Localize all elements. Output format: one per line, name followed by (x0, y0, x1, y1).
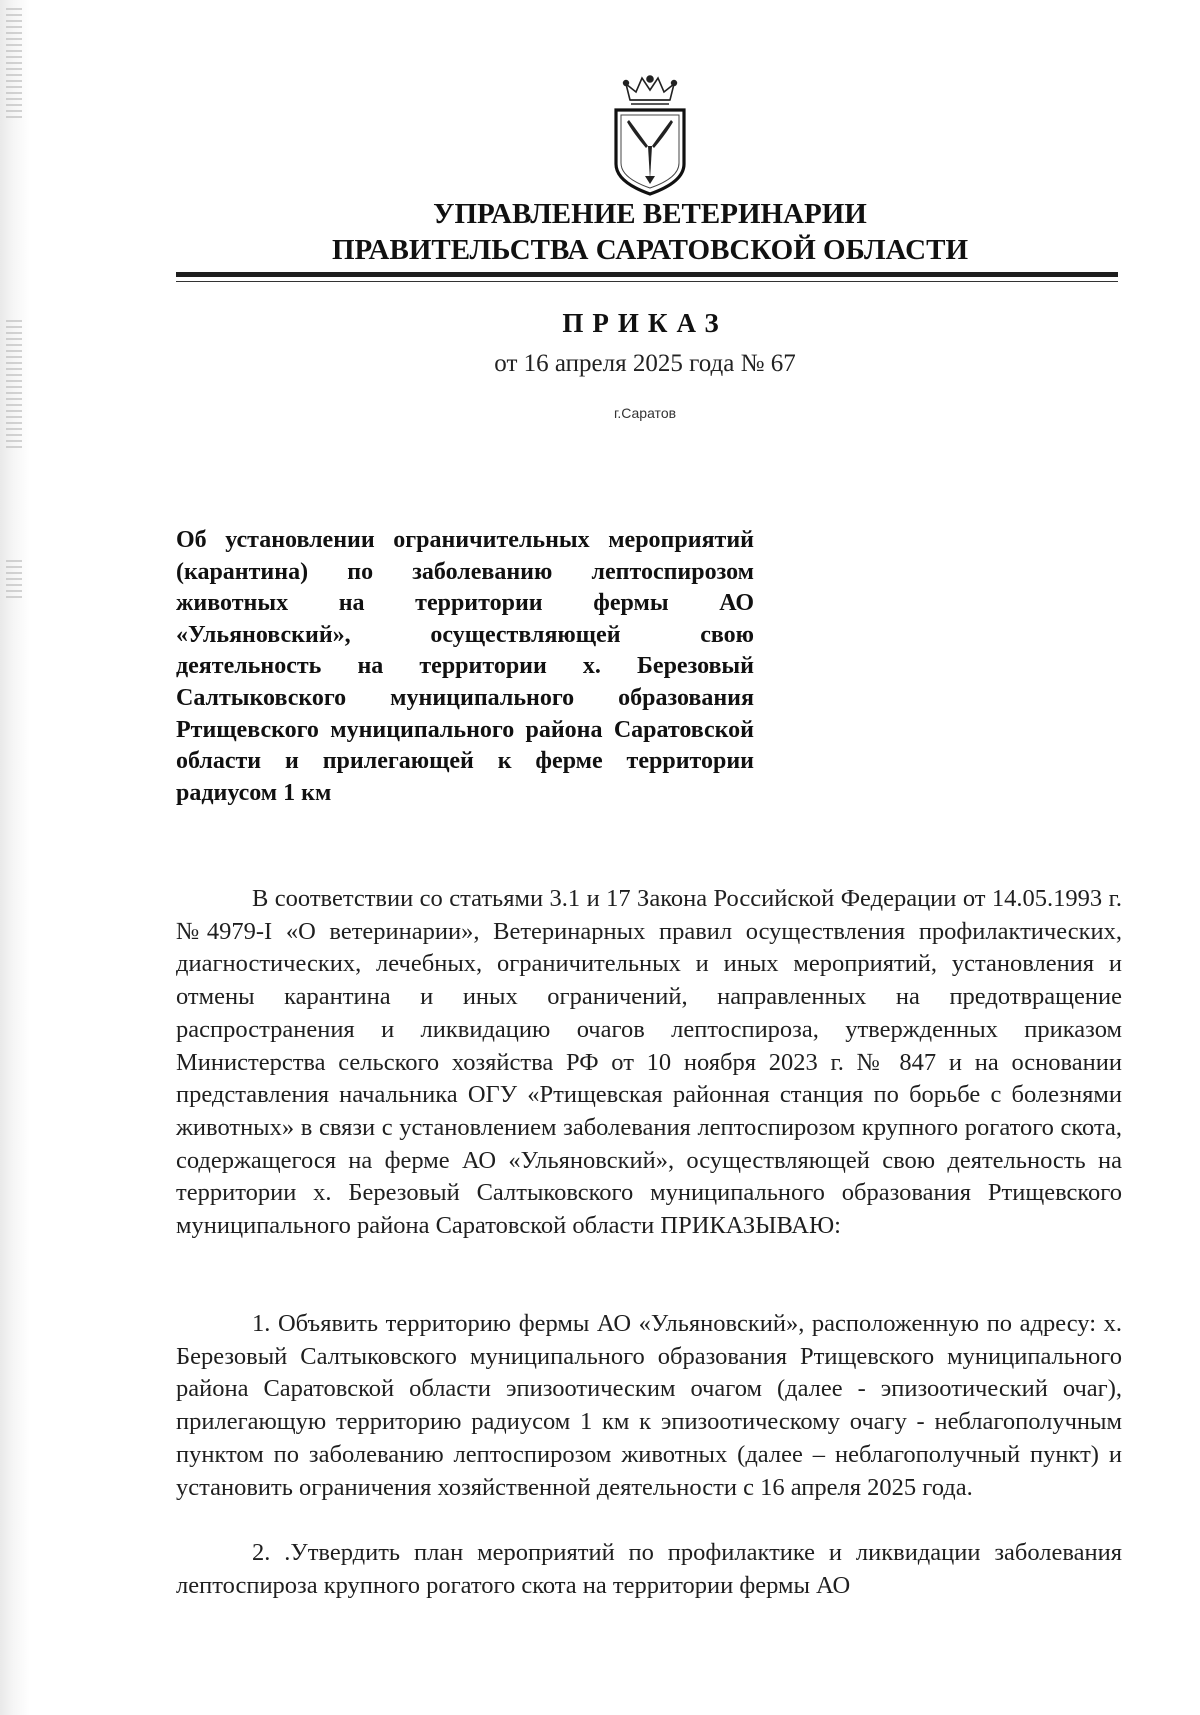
order-city: г.Саратов (613, 405, 677, 421)
organization-title-line2: ПРАВИТЕЛЬСТВА САРАТОВСКОЙ ОБЛАСТИ (331, 234, 969, 266)
organization-title-line1: УПРАВЛЕНИЕ ВЕТЕРИНАРИИ (433, 198, 867, 230)
order-title: ПРИКАЗ (562, 308, 728, 338)
scan-artifact (6, 320, 22, 450)
header-divider-thin (176, 281, 1118, 282)
coat-of-arms-icon (608, 72, 692, 198)
order-date-number: от 16 апреля 2025 года № 67 (494, 350, 796, 377)
scan-edge (0, 0, 30, 1715)
scan-artifact (6, 560, 22, 600)
body-preamble: В соответствии со статьями 3.1 и 17 Закона Российской Федерации от 14.05.1993 г. №4979-I «О ветеринарии», Ветеринарных правил осуществления профилактических, диагностических, лечебных, ограничительных и иных мероприятий, установления и отмены карантина и иных ограничений, направленных на предотвращение распространения и ликвидацию очагов лептоспироза, утвержденных приказом Министерства сельского хозяйства РФ от 10 ноября 2023 г. № 847 и на основании представления начальника ОГУ «Ртищевская районная станция по борьбе с болезнями животных» в связи с установлением заболевания лептоспирозом крупного рогатого скота, содержащегося на ферме АО «Ульяновский», осуществляющей свою деятельность на территории х. Березовый Салтыковского муниципального образования Ртищевского муниципального района Саратовской области ПРИКАЗЫВАЮ: (176, 885, 1122, 1240)
body-item-2: 2. .Утвердить план мероприятий по профилактике и ликвидации заболевания лептоспироза крупного рогатого скота на территории фермы АО (176, 1539, 1122, 1599)
body-item-1: 1. Объявить территорию фермы АО «Ульяновский», расположенную по адресу: х. Березовый Салтыковского муниципального образования Ртищевского муниципального района Саратовской области эпизоотическим очагом (далее - эпизоотический очаг), прилегающую территорию радиусом 1 км к эпизоотическому очагу - неблагополучным пунктом по заболеванию лептоспирозом животных (далее – неблагополучный пункт) и установить ограничения хозяйственной деятельности с 16 апреля 2025 года. (176, 1310, 1122, 1501)
order-subject: Об установлении ограничительных мероприятий (карантина) по заболеванию лептоспирозом животных на территории фермы АО «Ульяновский», осуществляющей свою деятельность на территории х. Березовый Салтыковского муниципального образования Ртищевского муниципального района Саратовской области и прилегающей к ферме территории радиусом 1 км (176, 527, 754, 806)
organization-title (200, 196, 1100, 268)
scan-artifact (6, 8, 22, 118)
header-divider-thick (176, 272, 1118, 277)
